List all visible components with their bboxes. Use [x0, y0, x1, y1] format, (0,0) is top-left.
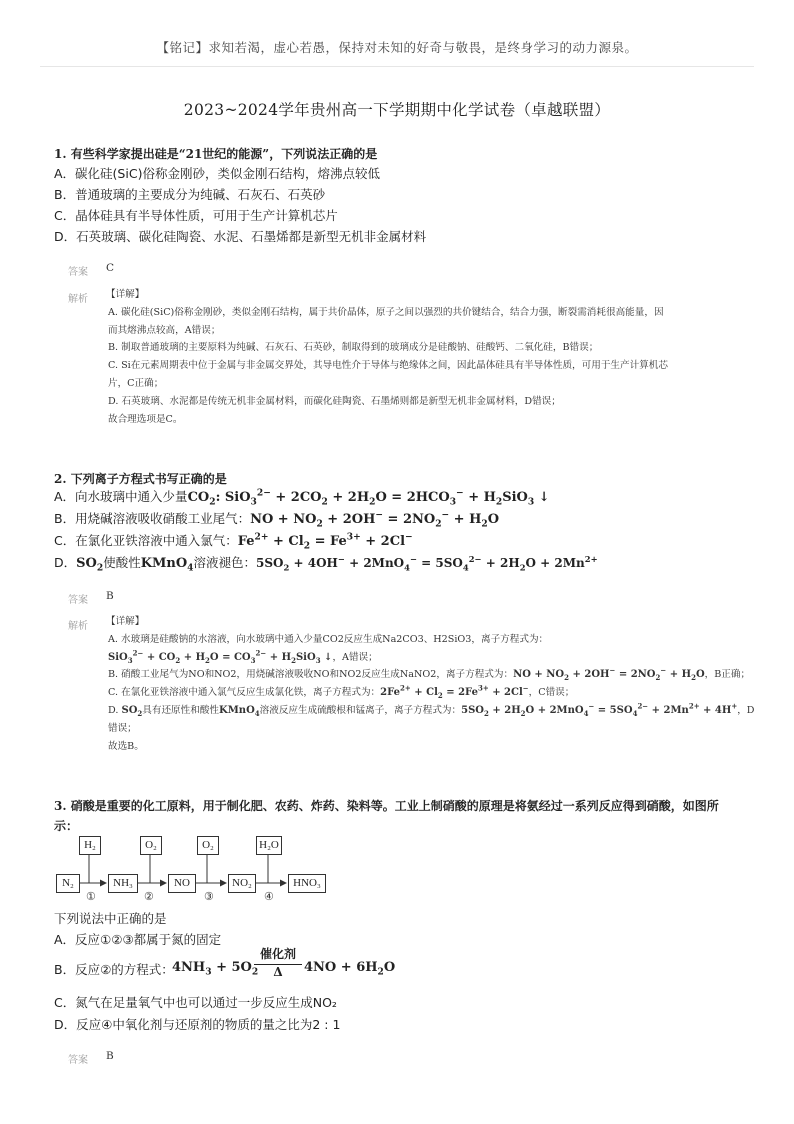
q1-option-a: A．碳化硅(SiC)俗称金刚砂，类似金刚石结构，熔沸点较低	[54, 166, 380, 181]
q2-stem: 2. 下列离子方程式书写正确的是	[54, 472, 227, 486]
q2-option-d-mid1: 使酸性	[103, 555, 141, 570]
q1-expl-line: 故合理选项是C。	[108, 413, 183, 425]
q3-option-a: A．反应①②③都属于氮的固定	[54, 932, 222, 947]
q2-explanation	[106, 613, 755, 755]
q1-option-d: D．石英玻璃、碳化硅陶瓷、水泥、石墨烯都是新型无机非金属材料	[54, 229, 427, 244]
q3-answer-value: B	[106, 1050, 114, 1062]
q3-reagent-o2: O₂	[140, 836, 162, 855]
q2-expl-line: 故选B。	[108, 740, 144, 752]
q1-analysis-label: 解析	[68, 294, 88, 305]
q3-heat-symbol: Δ	[273, 965, 283, 979]
q3-step-2: ②	[144, 890, 154, 903]
q3-option-d: D．反应④中氧化剂与还原剂的物质的量之比为2 : 1	[54, 1017, 341, 1032]
q3-option-c: C．氮气在足量氧气中也可以通过一步反应生成NO₂	[54, 995, 337, 1010]
q1-expl-line: 【详解】	[106, 289, 145, 300]
q2-option-d-mid2: 溶液褪色：	[193, 555, 257, 570]
q3-option-b-text: B．反应②的方程式：	[54, 962, 174, 977]
q1-expl-line: B. 制取普通玻璃的主要原料为纯碱、石灰石、石英砂，制取得到的玻璃成分是硅酸钠、硅酸钙、二氧化硅，B错误；	[108, 342, 599, 354]
q1-stem: 1. 有些科学家提出硅是“21世纪的能源”，下列说法正确的是	[54, 147, 378, 161]
q3-stem-line2: 示：	[54, 819, 79, 833]
q3-reagent-h2o: H₂O	[256, 836, 282, 855]
q3-species-nh3: NH₃	[108, 874, 138, 893]
q1-expl-line: 片，C正确；	[108, 377, 164, 389]
q3-species-no: NO	[168, 874, 196, 893]
q3-species-no2: NO₂	[228, 874, 256, 893]
q2-expl-line: 【详解】	[106, 616, 145, 627]
q3-reagent-h2: H₂	[79, 836, 101, 855]
q2-option-c-text: C．在氯化亚铁溶液中通入氯气：	[54, 533, 238, 548]
q1-answer-value: C	[106, 262, 115, 274]
header-motto: 【铭记】求知若渴，虚心若愚，保持对未知的好奇与敬畏，是终身学习的动力源泉。	[156, 40, 638, 55]
q3-catalyst-label: 催化剂	[259, 947, 296, 961]
q3-step-1: ①	[86, 890, 96, 903]
q1-option-c: C．晶体硅具有半导体性质，可用于生产计算机芯片	[54, 208, 338, 223]
q3-answer-label: 答案	[68, 1055, 88, 1066]
page-title: 2023~2024学年贵州高一下学期期中化学试卷（卓越联盟）	[183, 101, 611, 119]
q1-answer-label: 答案	[68, 267, 88, 278]
q2-expl-line: C. 在氯化亚铁溶液中通入氯气反应生成氯化铁，离子方程式为：$2Fe^{2+} + Cl_2 = 2Fe^{3+} + 2Cl^-$，C错误；	[108, 683, 575, 701]
q2-analysis-label: 解析	[68, 621, 88, 632]
q3-step-3: ③	[204, 890, 214, 903]
q3-reagent-o2: O₂	[197, 836, 219, 855]
q1-option-b: B．普通玻璃的主要成分为纯碱、石灰石、石英砂	[54, 187, 326, 202]
q2-answer-label: 答案	[68, 595, 88, 606]
q3-flow-diagram	[52, 832, 342, 906]
q2-expl-line: $SiO_3^{2-} + CO_2 + H_2O = CO_3^{2-} + H_2SiO_3$ ↓，A错误；	[108, 648, 378, 665]
q2-expl-line: B. 硝酸工业尾气为NO和NO2，用烧碱溶液吸收NO和NO2反应生成NaNO2，离子方程式为：NO + $NO_2 + 2OH^- = 2NO_2^- + H_2O$，B正确；	[108, 666, 751, 683]
q1-expl-line: D. 石英玻璃、水泥都是传统无机非金属材料，而碳化硅陶瓷、石墨烯则都是新型无机非金属材料，D错误；	[108, 395, 561, 407]
q2-option-a: A．向水玻璃中通入少量$CO_2$: $SiO_3^{2-} + 2CO_2 + 2H_2O = 2HCO_3^- + H_2SiO_3$ ↓	[54, 487, 550, 508]
header-divider	[40, 66, 754, 67]
q3-stem-line1: 3. 硝酸是重要的化工原料，用于制化肥、农药、炸药、染料等。工业上制硝酸的原理是将氨经过一系列反应得到硝酸，如图所	[54, 799, 719, 813]
q3-step-4: ④	[264, 890, 274, 903]
q2-option-c: C．在氯化亚铁溶液中通入氯气：$Fe^{2+} + Cl_2 = Fe^{3+} + 2Cl^-$	[54, 531, 413, 552]
q2-option-a-text: A．向水玻璃中通入少量	[54, 489, 188, 504]
q2-option-b-text: B．用烧碱溶液吸收硝酸工业尾气：	[54, 511, 251, 526]
q1-expl-line: 而其熔沸点较高，A错误；	[108, 324, 221, 336]
q3-species-n2: N₂	[56, 874, 80, 893]
q2-expl-line: A. 水玻璃是硅酸钠的水溶液，向水玻璃中通入少量CO2反应生成Na2CO3、H2SiO3，离子方程式为：	[108, 633, 549, 645]
q2-expl-line: D. $SO_2$具有还原性和酸性KMnO$_4$溶液反应生成硫酸根和锰离子，离子方程式为：$5SO_2 + 2H_2O + 2MnO_4^- = 5SO_4^{2-} + 2Mn^{2+} + 4H^+$，D	[108, 701, 755, 718]
q2-option-d-prefix: D．	[54, 555, 77, 570]
q1-expl-line: A. 碳化硅(SiC)俗称金刚砂，类似金刚石结构，属于共价晶体，原子之间以强烈的共价键结合，结合力强，断裂需消耗很高能量，因	[108, 306, 664, 318]
q2-answer-value: B	[106, 590, 114, 602]
q2-option-d: D．$SO_2$使酸性KMnO$_4$溶液褪色：$5SO_2 + 4OH^- + 2MnO_4^- = 5SO_4^{2-} + 2H_2O + 2Mn^{2+}$	[54, 554, 598, 574]
q2-expl-line: 错误；	[108, 722, 137, 734]
q3-species-hno3: HNO₃	[288, 874, 326, 893]
q1-expl-line: C. Si在元素周期表中位于金属与非金属交界处，其导电性介于导体与绝缘体之间，因此晶体硅具有半导体性质，可用于生产计算机芯	[108, 360, 668, 372]
q3-question: 下列说法中正确的是	[54, 911, 167, 926]
q2-option-b: B．用烧碱溶液吸收硝酸工业尾气：NO + $NO_2 + 2OH^- = 2NO_2^- + H_2O$	[54, 509, 500, 530]
q1-explanation	[106, 286, 668, 428]
